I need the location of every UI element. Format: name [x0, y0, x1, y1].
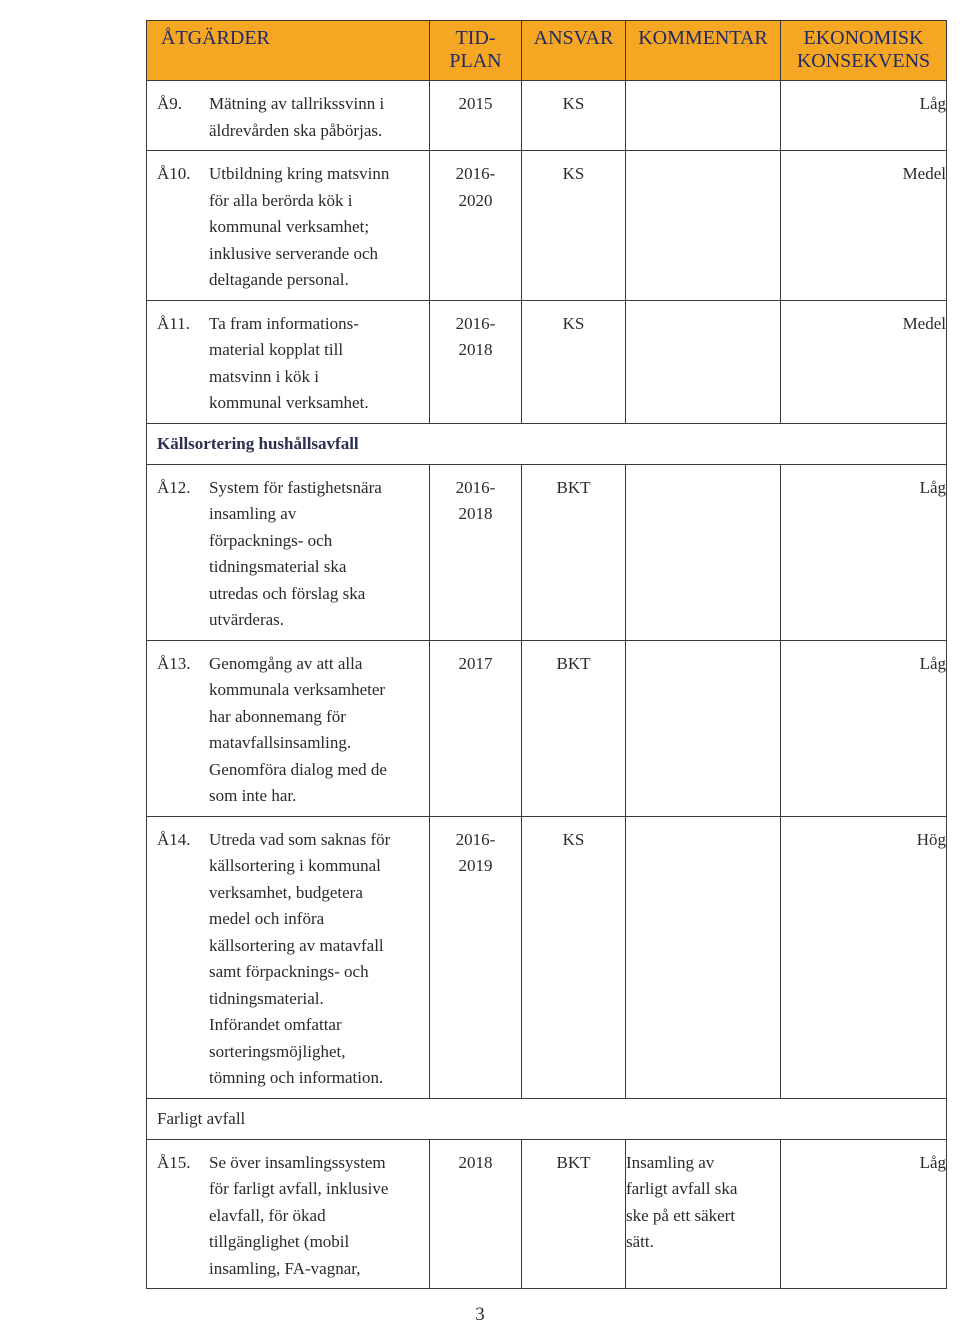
- tidplan-line: 2020: [458, 190, 493, 210]
- ansvar-cell: BKT: [522, 1139, 626, 1289]
- action-id: Å12.: [157, 477, 191, 497]
- section-row: [147, 1098, 947, 1139]
- konsekvens-cell: Låg: [781, 464, 947, 640]
- description-line: sorteringsmöjlighet,: [209, 1041, 346, 1061]
- tidplan-cell: [430, 151, 522, 301]
- description-line: tidningsmaterial ska: [209, 557, 347, 576]
- kommentar-cell: [626, 1139, 781, 1289]
- description-line: tömning och information.: [209, 1068, 384, 1087]
- table-row: [147, 640, 947, 816]
- header-row: [147, 21, 947, 81]
- tidplan-cell: [430, 1139, 522, 1289]
- ansvar-cell: KS: [522, 81, 626, 151]
- tidplan-cell: [430, 640, 522, 816]
- atgard-cell: [147, 151, 430, 301]
- description-line: Genomgång av att alla: [209, 653, 363, 673]
- atgard-cell: [147, 1139, 430, 1289]
- description-line: förpacknings- och: [209, 530, 333, 550]
- atgard-cell: [147, 81, 430, 151]
- table-row: [147, 81, 947, 151]
- konsekvens-cell: Låg: [781, 81, 947, 151]
- description-line: som inte har.: [209, 786, 297, 805]
- ansvar-cell: KS: [522, 816, 626, 1098]
- kommentar-cell: [626, 816, 781, 1098]
- description-line: tidningsmaterial.: [209, 988, 324, 1008]
- description-line: Utreda vad som saknas för: [209, 829, 391, 849]
- description-line: System för fastighetsnära: [209, 477, 382, 497]
- description-line: Införandet omfattar: [209, 1015, 342, 1034]
- ansvar-cell: BKT: [522, 464, 626, 640]
- kommentar-cell: [626, 464, 781, 640]
- header-atgarder: ÅTGÄRDER: [147, 21, 430, 81]
- tidplan-line: 2016-: [455, 829, 496, 849]
- action-description: [209, 311, 424, 417]
- description-line: medel och införa: [209, 909, 325, 928]
- description-line: verksamhet, budgetera: [209, 882, 363, 902]
- atgard-cell: [147, 300, 430, 423]
- tidplan-cell: [430, 81, 522, 151]
- tidplan-cell: [430, 816, 522, 1098]
- description-line: insamling, FA-vagnar,: [209, 1258, 361, 1278]
- konsekvens-cell: Medel: [781, 151, 947, 301]
- page-number: 3: [475, 1304, 485, 1325]
- table-row: [147, 1139, 947, 1289]
- description-line: tillgänglighet (mobil: [209, 1232, 350, 1251]
- description-line: elavfall, för ökad: [209, 1205, 326, 1225]
- header-kommentar: KOMMENTAR: [626, 21, 781, 81]
- description-line: för farligt avfall, inklusive: [209, 1179, 389, 1198]
- kommentar-cell: [626, 151, 781, 301]
- action-id: Å15.: [157, 1152, 191, 1172]
- action-id: Å10.: [157, 164, 191, 183]
- tidplan-cell: [430, 464, 522, 640]
- table-row: [147, 816, 947, 1098]
- tidplan-line: 2019: [458, 856, 493, 875]
- description-line: utredas och förslag ska: [209, 583, 366, 603]
- header-ekonomisk-konsekvens: EKONOMISK KONSEKVENS: [781, 21, 947, 81]
- konsekvens-cell: Låg: [781, 1139, 947, 1289]
- tidplan-line: 2018: [458, 1152, 493, 1172]
- konsekvens-cell: Medel: [781, 300, 947, 423]
- description-line: matsvinn i kök i: [209, 366, 320, 386]
- konsekvens-cell: Låg: [781, 640, 947, 816]
- tidplan-line: 2017: [458, 653, 493, 673]
- description-line: kommunal verksamhet;: [209, 217, 370, 236]
- table-row: [147, 300, 947, 423]
- description-line: kommunala verksamheter: [209, 680, 386, 699]
- ansvar-cell: KS: [522, 300, 626, 423]
- konsekvens-cell: Hög: [781, 816, 947, 1098]
- action-description: [209, 475, 424, 634]
- tidplan-line: 2016-: [455, 313, 496, 333]
- kommentar-line: sätt.: [626, 1232, 654, 1251]
- action-description: [209, 1150, 424, 1283]
- description-line: Se över insamlingssystem: [209, 1152, 386, 1172]
- description-line: Utbildning kring matsvinn: [209, 164, 390, 183]
- action-id: Å9.: [157, 94, 183, 113]
- header-tidplan: TID- PLAN: [430, 21, 522, 81]
- tidplan-line: 2018: [458, 340, 493, 359]
- description-line: Ta fram informations-: [209, 313, 359, 333]
- atgard-cell: [147, 816, 430, 1098]
- atgard-cell: [147, 640, 430, 816]
- kommentar-line: ske på ett säkert: [626, 1205, 736, 1225]
- description-line: material kopplat till: [209, 340, 344, 359]
- ansvar-cell: KS: [522, 151, 626, 301]
- tidplan-line: 2016-: [455, 164, 496, 183]
- description-line: samt förpacknings- och: [209, 962, 369, 981]
- section-title-farligt-avfall: Farligt avfall: [147, 1098, 947, 1139]
- section-title-kallsortering: Källsortering hushållsavfall: [147, 423, 947, 464]
- table-row: [147, 464, 947, 640]
- description-line: utvärderas.: [209, 610, 285, 629]
- description-line: Mätning av tallrikssvinn i: [209, 94, 385, 113]
- description-line: källsortering i kommunal: [209, 856, 381, 875]
- kommentar-cell: [626, 640, 781, 816]
- table-row: [147, 151, 947, 301]
- tidplan-cell: [430, 300, 522, 423]
- kommentar-line: farligt avfall ska: [626, 1179, 738, 1198]
- description-line: matavfallsinsamling.: [209, 733, 352, 752]
- action-id: Å11.: [157, 313, 190, 333]
- action-description: [209, 161, 424, 294]
- description-line: Genomföra dialog med de: [209, 759, 387, 779]
- description-line: kommunal verksamhet.: [209, 393, 369, 412]
- action-description: [209, 651, 424, 810]
- tidplan-line: 2018: [458, 504, 493, 523]
- rows-group-c: [147, 1139, 947, 1289]
- section-row: [147, 423, 947, 464]
- kommentar-cell: [626, 81, 781, 151]
- description-line: inklusive serverande och: [209, 243, 378, 263]
- tidplan-line: 2016-: [455, 477, 496, 497]
- action-id: Å14.: [157, 829, 191, 849]
- description-line: har abonnemang för: [209, 706, 346, 726]
- action-description: [209, 91, 424, 144]
- description-line: insamling av: [209, 504, 297, 523]
- description-line: källsortering av matavfall: [209, 935, 384, 955]
- tidplan-line: 2015: [458, 94, 493, 113]
- rows-group-b: [147, 464, 947, 1098]
- kommentar-line: Insamling av: [626, 1152, 715, 1172]
- action-id: Å13.: [157, 653, 191, 673]
- rows-group-a: [147, 81, 947, 424]
- description-line: för alla berörda kök i: [209, 190, 353, 210]
- ansvar-cell: BKT: [522, 640, 626, 816]
- action-description: [209, 827, 424, 1092]
- kommentar-cell: [626, 300, 781, 423]
- description-line: äldrevården ska påbörjas.: [209, 120, 383, 140]
- header-ansvar: ANSVAR: [522, 21, 626, 81]
- description-line: deltagande personal.: [209, 270, 349, 289]
- atgard-cell: [147, 464, 430, 640]
- action-table: [146, 20, 947, 1289]
